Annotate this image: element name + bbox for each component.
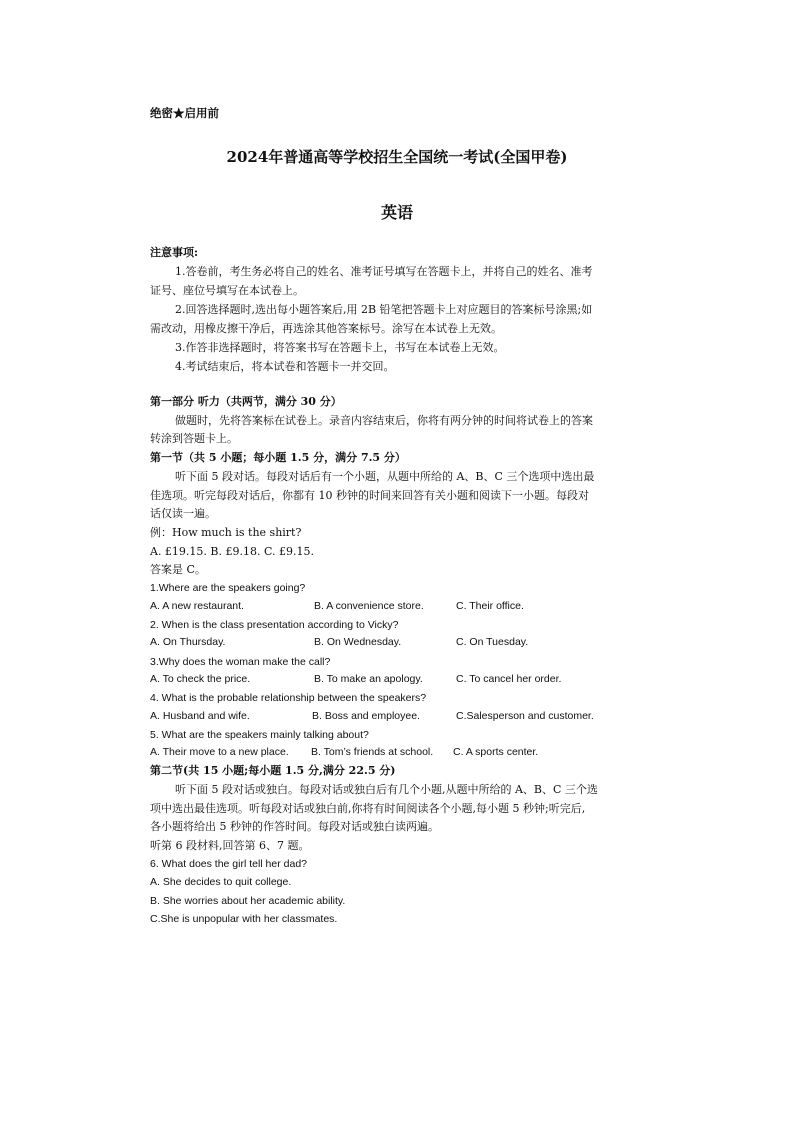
section2-instruction-1: 听下面 5 段对话或独白。每段对话或独白后有几个小题,从题中所给的 A、B、C 三个选: [175, 783, 598, 796]
question-5-option-a: A. Their move to a new place.: [150, 746, 289, 758]
section2-instruction-3: 各小题将给出 5 秒钟的作答时间。每段对话或独白读两遍。: [150, 820, 439, 833]
question-4-stem: 4. What is the probable relationship between the speakers?: [150, 692, 427, 704]
question-1-stem: 1.Where are the speakers going?: [150, 582, 306, 594]
question-6-stem: 6. What does the girl tell her dad?: [150, 858, 308, 870]
notice-line-5: 3.作答非选择题时，将答案书写在答题卡上，书写在本试卷上无效。: [175, 341, 505, 354]
notice-line-1: 1.答卷前，考生务必将自己的姓名、准考证号填写在答题卡上，并将自己的姓名、准考: [175, 265, 593, 278]
part1-intro-2: 转涂到答题卡上。: [150, 432, 238, 445]
section1-instruction-3: 话仅读一遍。: [150, 507, 216, 520]
example-options: A. £19.15. B. £9.18. C. £9.15.: [150, 545, 314, 558]
notice-line-2: 证号、座位号填写在本试卷上。: [150, 284, 304, 297]
question-2-option-a: A. On Thursday.: [150, 636, 226, 648]
question-2-option-b: B. On Wednesday.: [314, 636, 402, 648]
question-5-stem: 5. What are the speakers mainly talking about?: [150, 729, 369, 741]
part1-heading: 第一部分 听力（共两节，满分 30 分）: [150, 395, 342, 408]
notice-line-3: 2.回答选择题时,选出每小题答案后,用 2B 铅笔把答题卡上对应题目的答案标号涂黑;如: [175, 303, 593, 316]
notice-line-6: 4.考试结束后，将本试卷和答题卡一并交回。: [175, 360, 395, 373]
notice-line-4: 需改动，用橡皮擦干净后，再选涂其他答案标号。涂写在本试卷上无效。: [150, 322, 502, 335]
question-2-stem: 2. When is the class presentation according to Vicky?: [150, 619, 399, 631]
subject-title: 英语: [380, 203, 413, 222]
secret-label: 绝密★启用前: [150, 106, 219, 120]
question-3-option-c: C. To cancel her order.: [456, 673, 562, 685]
section2-heading: 第二节(共 15 小题;每小题 1.5 分,满分 22.5 分): [150, 764, 396, 777]
section1-instruction-2: 佳选项。听完每段对话后，你都有 10 秒钟的时间来回答有关小题和阅读下一小题。每段对: [150, 489, 589, 502]
exam-title: 2024年普通高等学校招生全国统一考试(全国甲卷): [226, 148, 568, 166]
question-1-option-b: B. A convenience store.: [314, 600, 424, 612]
part1-intro-1: 做题时，先将答案标在试卷上。录音内容结束后，你将有两分钟的时间将试卷上的答案: [175, 414, 593, 427]
question-6-option-c: C.She is unpopular with her classmates.: [150, 913, 338, 925]
question-5-option-b: B. Tom’s friends at school.: [311, 746, 434, 758]
question-6-option-b: B. She worries about her academic ability.: [150, 895, 346, 907]
question-4-option-a: A. Husband and wife.: [150, 710, 250, 722]
question-1-option-a: A. A new restaurant.: [150, 600, 244, 612]
question-1-option-c: C. Their office.: [456, 600, 524, 612]
notice-heading: 注意事项:: [150, 246, 199, 259]
question-4-option-c: C.Salesperson and customer.: [456, 710, 594, 722]
example-question: 例：How much is the shirt?: [150, 526, 302, 539]
question-2-option-c: C. On Tuesday.: [456, 636, 529, 648]
section1-instruction-1: 听下面 5 段对话。每段对话后有一个小题，从题中所给的 A、B、C 三个选项中选出最: [175, 470, 595, 483]
example-answer: 答案是 C。: [150, 563, 206, 576]
question-3-option-b: B. To make an apology.: [314, 673, 423, 685]
section2-material: 听第 6 段材料,回答第 6、7 题。: [150, 839, 310, 852]
question-5-option-c: C. A sports center.: [453, 746, 539, 758]
question-6-option-a: A. She decides to quit college.: [150, 876, 292, 888]
section1-heading: 第一节（共 5 小题；每小题 1.5 分，满分 7.5 分）: [150, 451, 406, 464]
question-4-option-b: B. Boss and employee.: [312, 710, 420, 722]
section2-instruction-2: 项中选出最佳选项。听每段对话或独白前,你将有时间阅读各个小题,每小题 5 秒钟;听完后,: [150, 802, 586, 815]
question-3-stem: 3.Why does the woman make the call?: [150, 656, 331, 668]
question-3-option-a: A. To check the price.: [150, 673, 251, 685]
